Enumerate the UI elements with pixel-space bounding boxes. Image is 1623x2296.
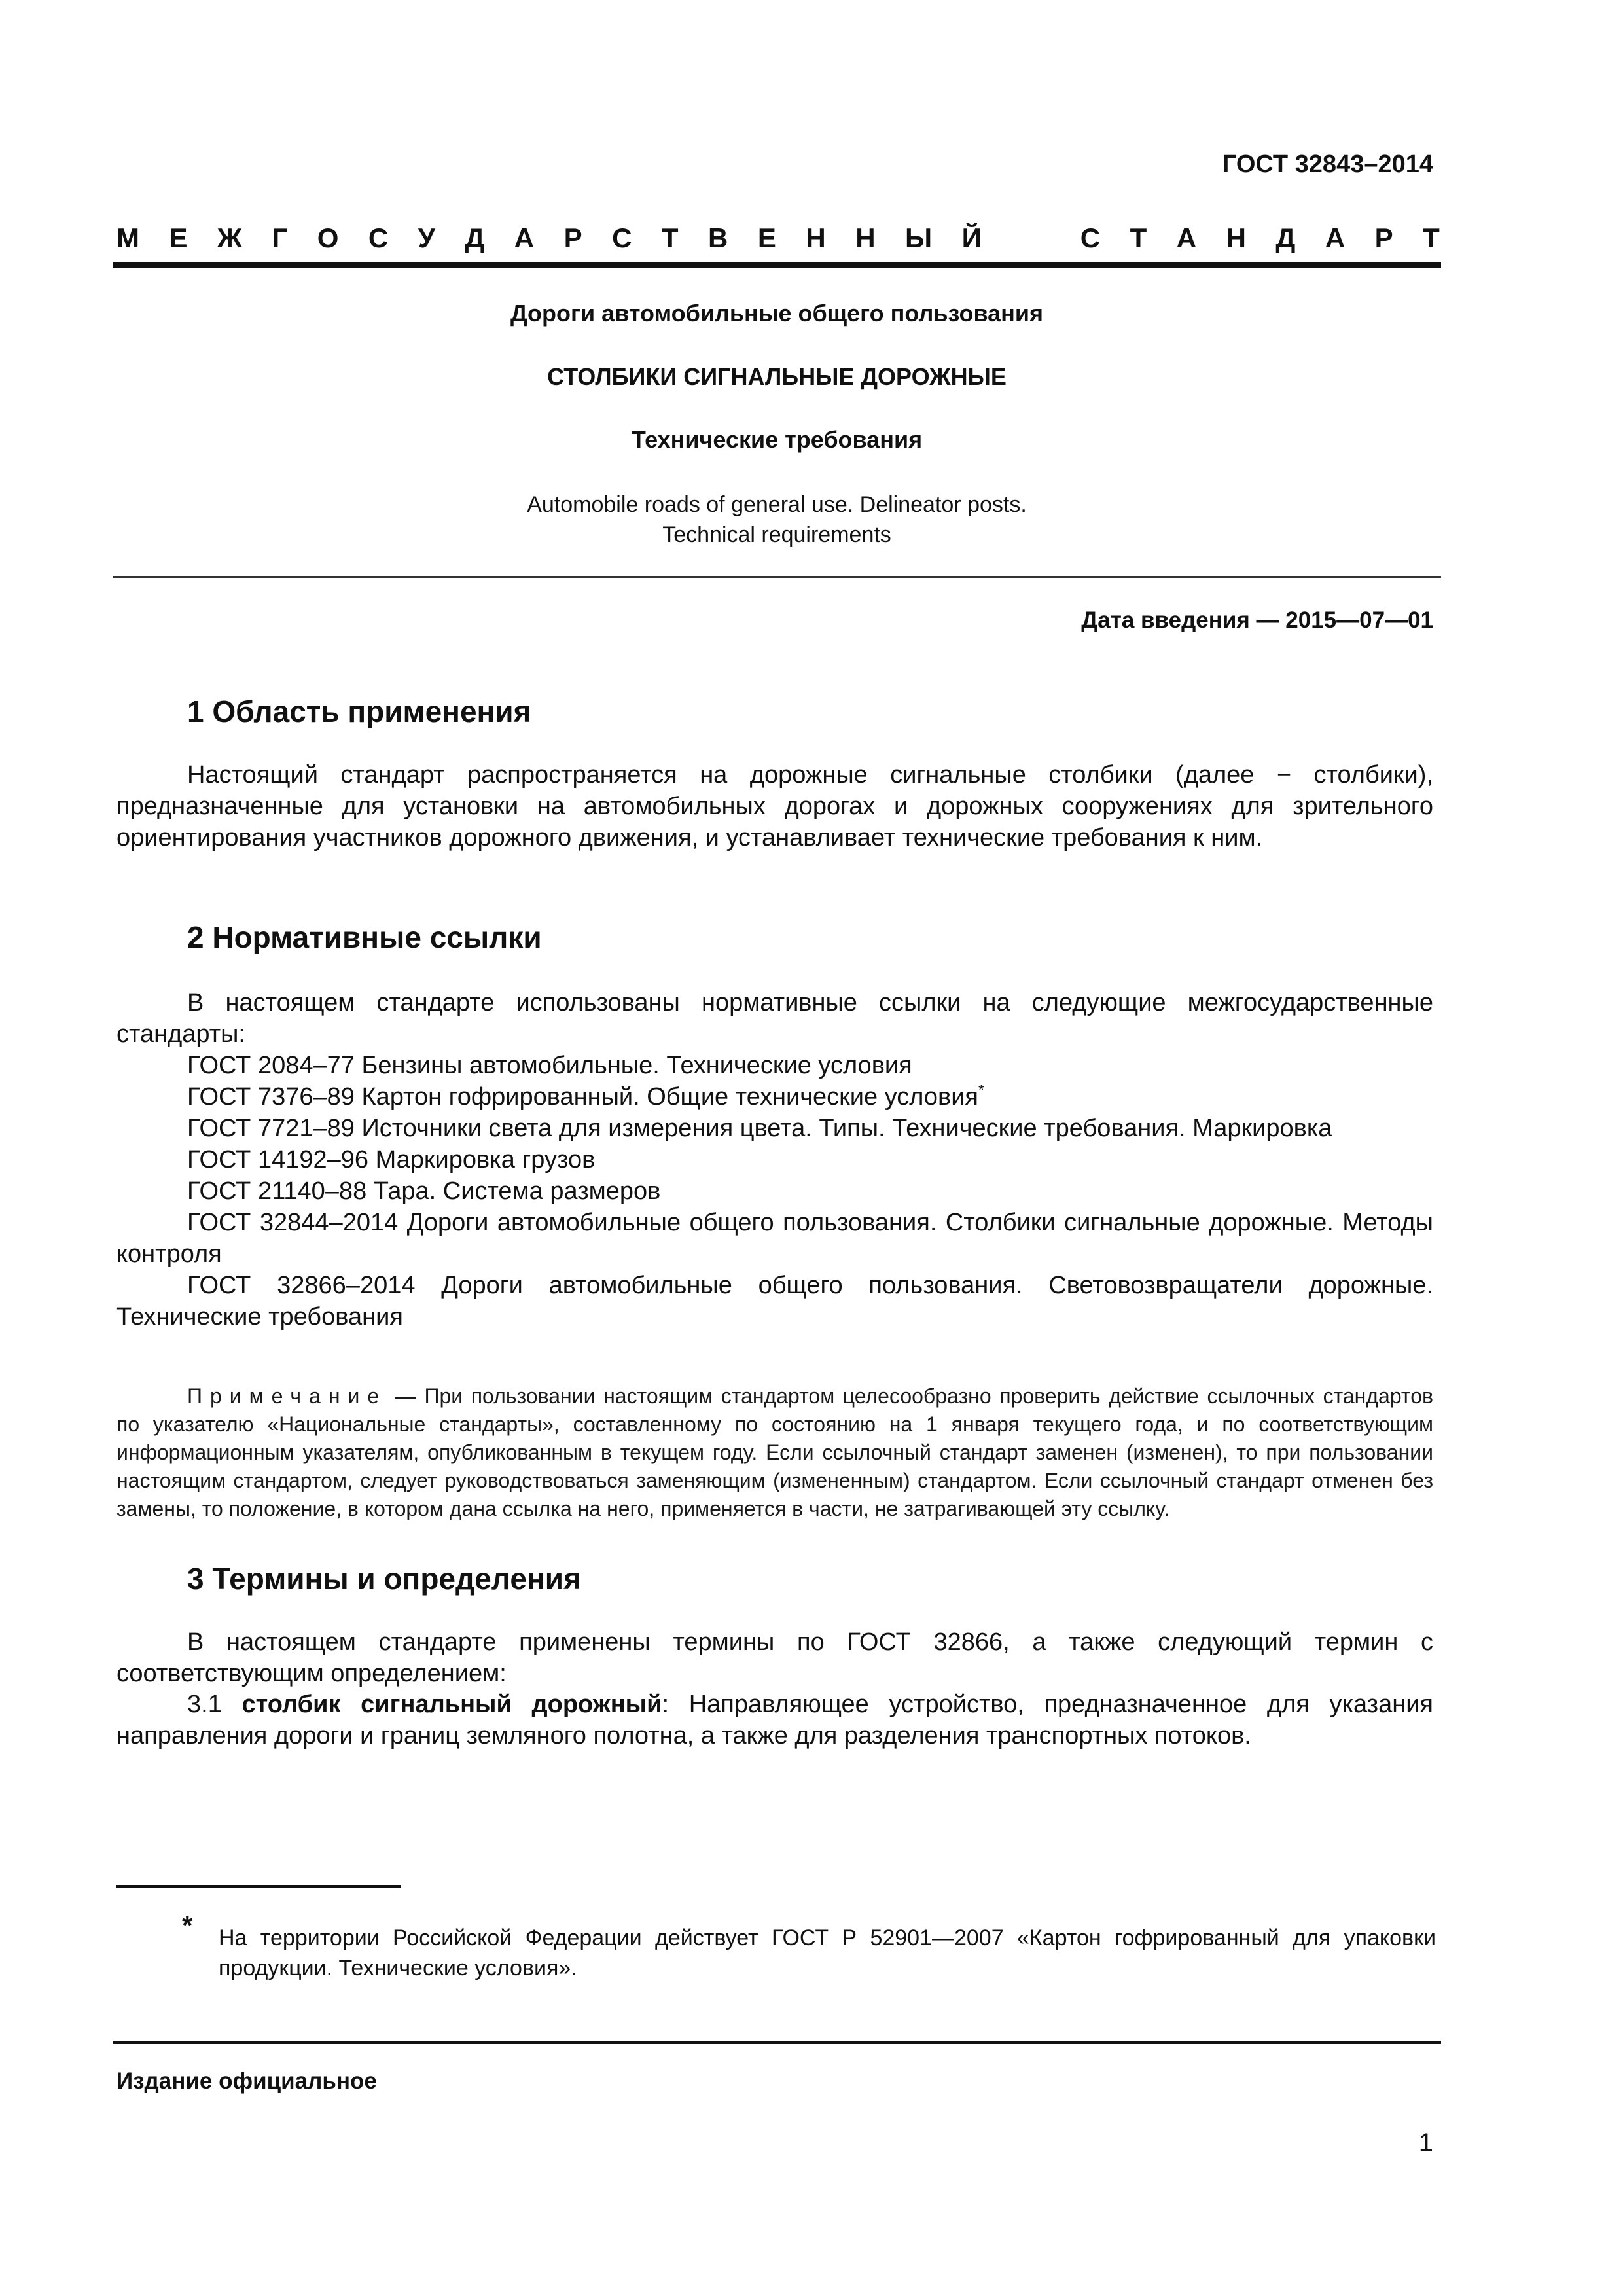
stamp-letter: Д bbox=[465, 223, 485, 253]
term-definition bbox=[116, 1689, 1433, 1751]
stamp-letter: Е bbox=[757, 223, 776, 253]
title-line-1: Дороги автомобильные общего пользования bbox=[510, 300, 1044, 327]
reference-item bbox=[116, 1081, 1433, 1113]
section-3-intro: В настоящем стандарте применены термины по ГОСТ 32866, а также следующий термин с соответствующим определением: bbox=[116, 1628, 1433, 1687]
reference-item: ГОСТ 14192–96 Маркировка грузов bbox=[187, 1146, 596, 1174]
stamp-letter: Ы bbox=[905, 223, 933, 253]
stamp-letter: Ж bbox=[217, 223, 242, 253]
stamp-letter: Е bbox=[169, 223, 188, 253]
stamp-letter: О bbox=[317, 223, 339, 253]
stamp-letter: С bbox=[368, 223, 389, 253]
stamp-letter: А bbox=[1176, 223, 1197, 253]
term-name: столбик сигнальный дорожный bbox=[241, 1691, 662, 1718]
footnote-text: На территории Российской Федерации действует ГОСТ Р 52901—2007 «Картон гофрированный для упаковки продукции. Технические условия». bbox=[219, 1926, 1436, 1981]
reference-item: ГОСТ 32844–2014 Дороги автомобильные общего пользования. Столбики сигнальные дорожные. Методы контроля bbox=[116, 1209, 1433, 1268]
stamp-letter: А bbox=[1325, 223, 1346, 253]
reference-item: ГОСТ 21140–88 Тара. Система размеров bbox=[187, 1177, 661, 1205]
title-line-2: СТОЛБИКИ СИГНАЛЬНЫЕ ДОРОЖНЫЕ bbox=[547, 363, 1007, 390]
stamp-letter: С bbox=[612, 223, 632, 253]
stamp-letter: С bbox=[1080, 223, 1101, 253]
standard-type-stamp bbox=[116, 223, 1440, 254]
stamp-letter: Н bbox=[855, 223, 876, 253]
stamp-letter: М bbox=[116, 223, 139, 253]
reference-item: ГОСТ 32866–2014 Дороги автомобильные общего пользования. Световозвращатели дорожные. Технические требования bbox=[116, 1272, 1433, 1331]
reference-item: ГОСТ 7721–89 Источники света для измерения цвета. Типы. Технические требования. Маркировка bbox=[187, 1115, 1332, 1142]
footer-divider bbox=[113, 2041, 1441, 2044]
title-divider bbox=[113, 576, 1441, 578]
section-3-heading: 3 Термины и определения bbox=[187, 1562, 581, 1596]
english-title-line-2: Technical requirements bbox=[662, 522, 891, 547]
stamp-letter: Г bbox=[272, 223, 288, 253]
note-label: Примечание bbox=[187, 1384, 387, 1408]
english-title bbox=[113, 490, 1441, 550]
stamp-letter: Т bbox=[1130, 223, 1147, 253]
stamp-letter: В bbox=[708, 223, 728, 253]
section-1-heading: 1 Область применения bbox=[187, 694, 531, 728]
stamp-letter: У bbox=[418, 223, 435, 253]
footnote-marker: * bbox=[978, 1082, 984, 1098]
stamp-letter: Н bbox=[1226, 223, 1246, 253]
stamp-letter: Т bbox=[661, 223, 679, 253]
stamp-word-gap bbox=[1011, 223, 1050, 254]
reference-item-text: ГОСТ 7376–89 Картон гофрированный. Общие технические условия bbox=[187, 1083, 979, 1111]
stamp-letter: Й bbox=[961, 223, 982, 253]
english-title-line-1: Automobile roads of general use. Delineator posts. bbox=[527, 492, 1027, 517]
stamp-letter: Н bbox=[806, 223, 826, 253]
section-1-text: Настоящий стандарт распространяется на дорожные сигнальные столбики (далее − столбики), предназначенные для установки на автомобильных дорогах и дорожных сооружениях для зрительного ориентирования участников дорожного движения, и устанавливает технические требования к ним. bbox=[116, 761, 1433, 852]
stamp-letter: Д bbox=[1275, 223, 1296, 253]
normative-references-list bbox=[116, 1050, 1433, 1333]
stamp-letter: Т bbox=[1423, 223, 1440, 253]
stamp-letter: А bbox=[514, 223, 535, 253]
note-paragraph bbox=[116, 1382, 1433, 1523]
stamp-letter: Р bbox=[1374, 223, 1393, 253]
footnote-divider bbox=[116, 1885, 401, 1888]
document-number: ГОСТ 32843–2014 bbox=[1222, 151, 1433, 178]
section-2-heading: 2 Нормативные ссылки bbox=[187, 920, 542, 954]
title-line-3: Технические требования bbox=[631, 426, 923, 453]
footnote-mark: * bbox=[182, 1910, 193, 1941]
header-divider bbox=[113, 262, 1441, 268]
page-number: 1 bbox=[1418, 2128, 1433, 2157]
term-number: 3.1 bbox=[187, 1691, 242, 1718]
note-text: — При пользовании настоящим стандартом целесообразно проверить действие ссылочных стандартов по указателю «Национальные стандарты», составленному по состоянию на 1 января текущего года, и по соответствующим информационным указателям, опубликованным в текущем году. Если ссылочный стандарт заменен (изменен), то при пользовании настоящим стандартом, следует руководствоваться заменяющим (измененным) стандартом. Если ссылочный стандарт отменен без замены, то положение, в котором дана ссылка на него, применяется в части, не затрагивающей эту ссылку. bbox=[116, 1384, 1433, 1520]
introduction-date: Дата введения — 2015—07—01 bbox=[1081, 607, 1433, 633]
reference-item: ГОСТ 2084–77 Бензины автомобильные. Технические условия bbox=[187, 1052, 912, 1079]
term-definition-text: : Направляющее устройство, предназначенное для указания направления дороги и границ земляного полотна, а также для разделения транспортных потоков. bbox=[116, 1691, 1434, 1749]
section-2-intro: В настоящем стандарте использованы нормативные ссылки на следующие межгосударственные стандарты: bbox=[116, 989, 1433, 1048]
stamp-letter: Р bbox=[563, 223, 582, 253]
edition-label: Издание официальное bbox=[116, 2068, 377, 2094]
